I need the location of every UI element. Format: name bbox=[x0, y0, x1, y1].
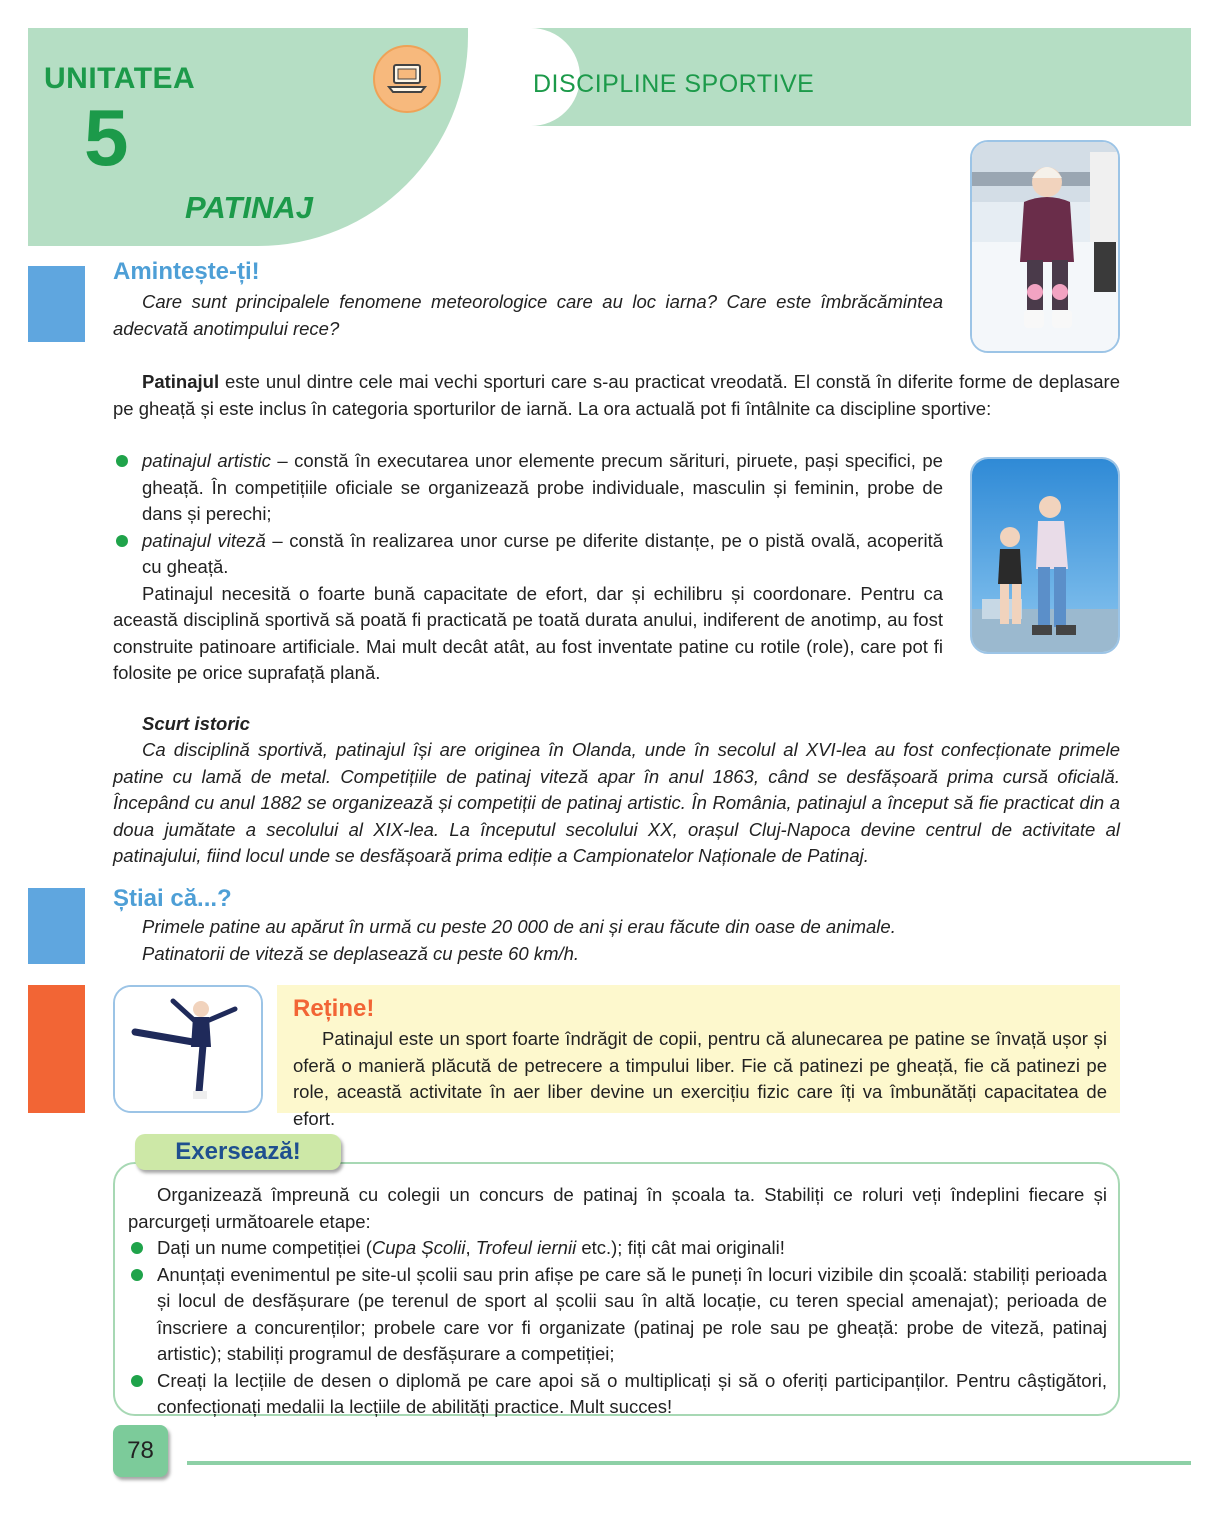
istoric-heading: Scurt istoric bbox=[142, 713, 250, 734]
item-text: , bbox=[465, 1237, 476, 1258]
side-marker-orange bbox=[28, 985, 85, 1113]
unit-label: UNITATEA bbox=[44, 62, 196, 95]
stiai-heading: Știai că...? bbox=[113, 885, 232, 912]
aminteste-heading: Amintește-ți! bbox=[113, 258, 260, 285]
list-item: Anunțați evenimentul pe site-ul școlii sau prin afișe pe care să le puneți în locuri vizibile din școală: stabiliți perioada și locul de desfășurare (pe terenul de sport al școlii sau în altă locație, cu teren special amenajat); perioada de înscriere a concurenților; probele care vor fi organizate (patinaj pe role sau pe gheață: probe de viteză, patinaj artistic); stabiliți programul de desfășurare a competiției; bbox=[128, 1262, 1107, 1368]
disciplines-list bbox=[113, 448, 943, 687]
unit-number: 5 bbox=[84, 93, 129, 182]
retine-heading: Reține! bbox=[293, 995, 375, 1022]
istoric-text: Ca disciplină sportivă, patinajul își are originea în Olanda, unde în secolul al XVI-lea au fost confecționate primele patine cu lamă de metal. Competițiile de patinaj viteză apar în anul 1863, când se desfășoară prima cursă oficială. Începând cu anul 1882 se organizează și competiții de patinaj artistic. În România, patinajul a început să fie practicat din a doua jumătate a secolului al XIX-lea. La începutul secolului XX, orașul Cluj-Napoca devine centrul de activitate al patinajului, fiind locul unde se desfășoară prima ediție a Campionatelor Naționale de Patinaj. bbox=[113, 739, 1120, 866]
side-marker-blue bbox=[28, 888, 85, 964]
decor-dot-small bbox=[256, 72, 277, 93]
page-title: PATINAJ bbox=[185, 190, 314, 225]
discipline-term: patinajul viteză bbox=[142, 529, 266, 551]
stiai-facts bbox=[142, 914, 1102, 967]
list-item bbox=[113, 528, 943, 581]
list-item: Creați la lecțiile de desen o diplomă pe care apoi să o multiplicați și să o oferiți participanților. Pentru câștigători, confecționați medalii la lecțiile de abilități practice. Mult succes! bbox=[128, 1368, 1107, 1421]
discipline-description: – constă în executarea unor elemente precum sărituri, piruete, pași specifici, pe gheață. În competițiile oficiale se organizează probe individuale, masculin și feminin, probe de dans și perechi; bbox=[142, 450, 943, 524]
intro-paragraph bbox=[113, 369, 1120, 422]
page-number-badge bbox=[113, 1425, 168, 1477]
fact-line: Patinatorii de viteză se deplasează cu peste 60 km/h. bbox=[142, 942, 580, 964]
item-text: etc.); fiți cât mai originali! bbox=[576, 1237, 785, 1258]
item-text: Dați un nume competiției ( bbox=[157, 1237, 372, 1258]
section-title: DISCIPLINE SPORTIVE bbox=[533, 70, 815, 98]
intro-bold-term: Patinajul bbox=[142, 371, 220, 392]
side-marker-blue bbox=[28, 266, 85, 342]
item-example: Cupa Școlii bbox=[371, 1237, 466, 1258]
retine-box bbox=[277, 985, 1120, 1129]
decor-dot-large bbox=[299, 53, 351, 105]
discipline-term: patinajul artistic bbox=[142, 450, 271, 471]
discipline-description: – constă în realizarea unor curse pe diferite distanțe, pe o pistă ovală, acoperită cu gheață. bbox=[142, 529, 944, 577]
aminteste-text: Care sunt principalele fenomene meteorologice care au loc iarna? Care este îmbrăcămintea adecvată anotimpului rece? bbox=[113, 291, 943, 339]
laptop-icon bbox=[373, 45, 441, 113]
girl-ice-skating-photo bbox=[970, 140, 1120, 353]
list-item bbox=[128, 1235, 1107, 1262]
page-number: 78 bbox=[127, 1437, 154, 1464]
kids-roller-skating-photo bbox=[970, 457, 1120, 654]
figure-skater-photo bbox=[113, 985, 263, 1113]
exerseaza-intro: Organizează împreună cu colegii un concurs de patinaj în școala ta. Stabiliți ce roluri veți îndeplini fiecare și parcurgeți următoarele etape: bbox=[128, 1184, 1107, 1232]
fact-line: Primele patine au apărut în urmă cu peste 20 000 de ani și erau făcute din oase de animale. bbox=[142, 916, 896, 937]
retine-text: Patinajul este un sport foarte îndrăgit de copii, pentru că alunecarea pe patine se învață ușor și oferă o manieră plăcută de petrecere a timpului liber. Fie că patinezi pe gheață, fie că patinezi pe role, această activitate în aer liber devine un exercițiu fizic care îți va îmbunătăți capacitatea de efort. bbox=[293, 1028, 1107, 1129]
exerseaza-heading: Exersează! bbox=[175, 1138, 301, 1165]
exerseaza-tab bbox=[135, 1134, 341, 1170]
item-example: Trofeul iernii bbox=[475, 1237, 577, 1258]
intro-text: este unul dintre cele mai vechi sporturi care s-au practicat vreodată. El constă în diferite forme de deplasare pe gheață și este inclus în categoria sporturilor de iarnă. La ora actuală pot fi întâlnite ca discipline sportive: bbox=[113, 371, 1120, 419]
effort-paragraph: Patinajul necesită o foarte bună capacitate de efort, dar și echilibru și coordonare. Pentru ca această disciplină sportivă să poată fi practicată pe toată durata anului, indiferent de anotimp, au fost construite patinoare artificiale. Mai mult decât atât, au fost inventate patine cu rotile (role), care pot fi folosite pe orice suprafață plană. bbox=[113, 582, 943, 683]
exerseaza-content bbox=[128, 1182, 1107, 1421]
footer-rule bbox=[187, 1461, 1191, 1465]
list-item bbox=[113, 448, 943, 528]
